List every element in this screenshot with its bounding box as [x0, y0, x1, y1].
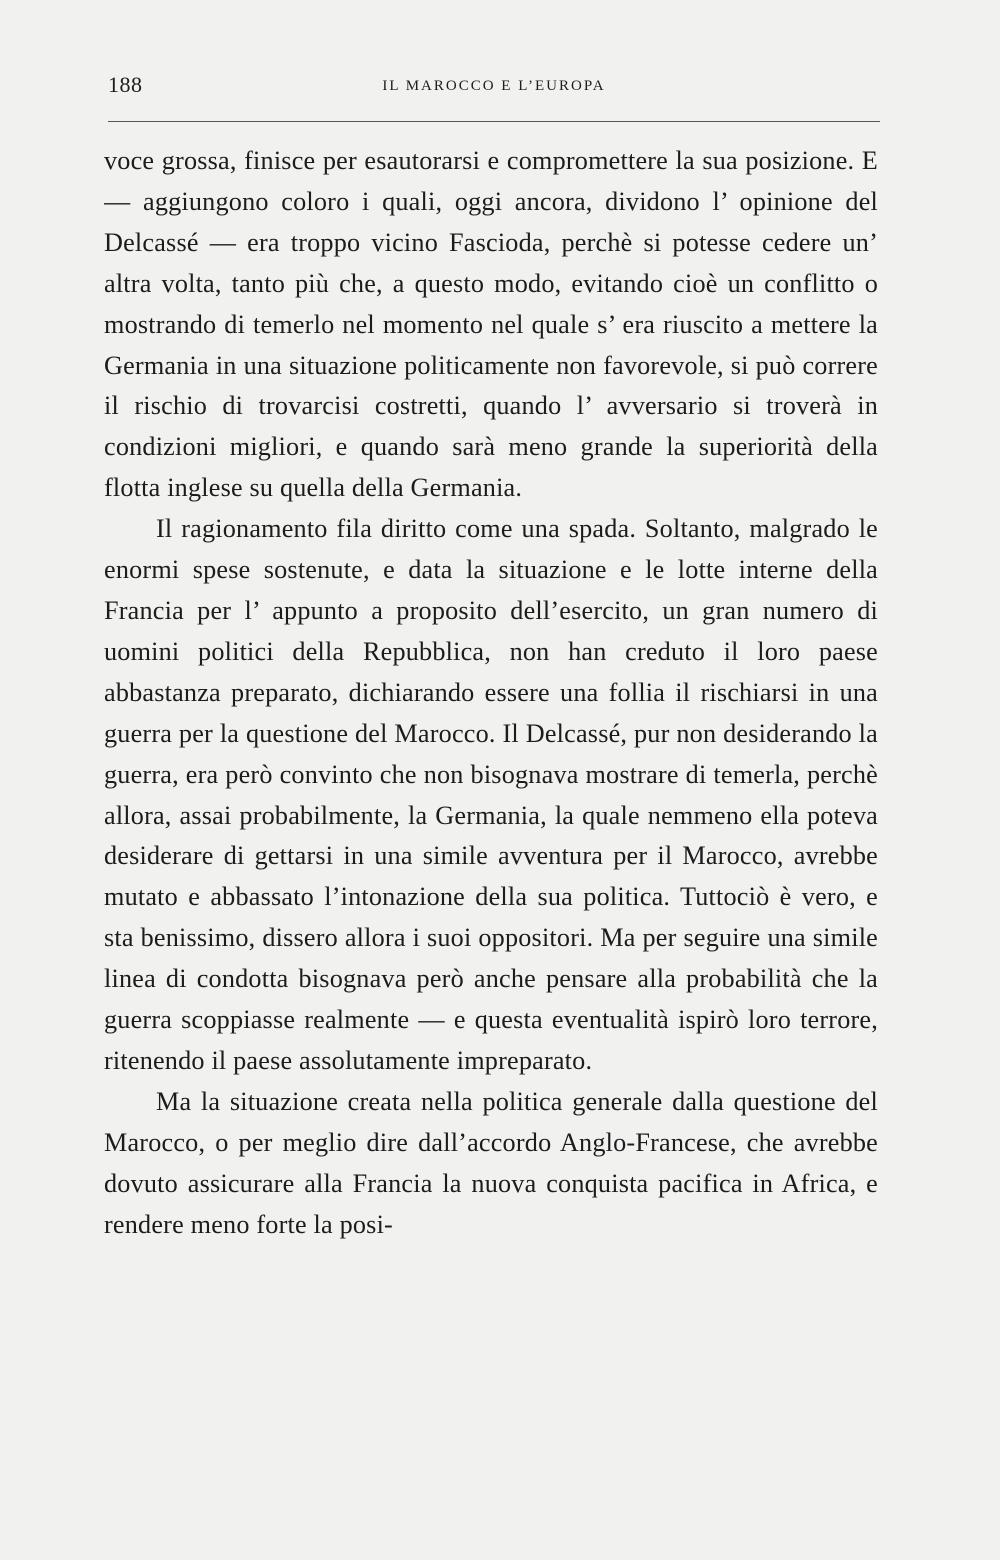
paragraph-2: Il ragionamento fila diritto come una spada. Soltanto, malgrado le enormi spese sostenute, e data la situazione e le lotte interne della Francia per l’ appunto a proposito dell’esercito, un gran numero di uomini politici della Repubblica, non han creduto il loro paese abbastanza preparato, dichiarando essere una follia il rischiarsi in una guerra per la questione del Marocco. Il Delcassé, pur non desiderando la guerra, era però convinto che non bisognava mostrare di temerla, perchè allora, assai probabilmente, la Germania, la quale nemmeno ella poteva desiderare di gettarsi in una simile avventura per il Marocco, avrebbe mutato e abbassato l’intonazione della sua politica. Tuttociò è vero, e sta benissimo, dissero allora i suoi oppositori. Ma per seguire una simile linea di condotta bisognava però anche pensare alla probabilità che la guerra scoppiasse realmente — e questa eventualità ispirò loro terrore, ritenendo il paese assolutamente impreparato.	[104, 514, 878, 1075]
page-number: 188	[108, 72, 143, 97]
body-text	[104, 141, 878, 1466]
paragraph-1: voce grossa, finisce per esautorarsi e compromettere la sua posizione. E — aggiungono coloro i quali, oggi ancora, dividono l’ opinione del Delcassé — era troppo vicino Fascioda, perchè si potesse cedere un’ altra volta, tanto più che, a questo modo, evitando cioè un conflitto o mostrando di temerlo nel momento nel quale s’ era riuscito a mettere la Germania in una situazione politicamente non favorevole, si può correre il rischio di trovarcisi costretti, quando l’ avversario si troverà in condizioni migliori, e quando sarà meno grande la superiorità della flotta inglese su quella della Germania.	[104, 146, 878, 503]
paragraph-3: Ma la situazione creata nella politica generale dalla questione del Marocco, o per meglio dire dall’accordo Anglo-Francese, che avrebbe dovuto assicurare alla Francia la nuova conquista pacifica in Africa, e rendere meno forte la posi-	[104, 1086, 878, 1239]
page-header	[108, 72, 880, 102]
running-title: IL MAROCCO E L’EUROPA	[382, 78, 606, 94]
header-rule	[108, 121, 880, 122]
